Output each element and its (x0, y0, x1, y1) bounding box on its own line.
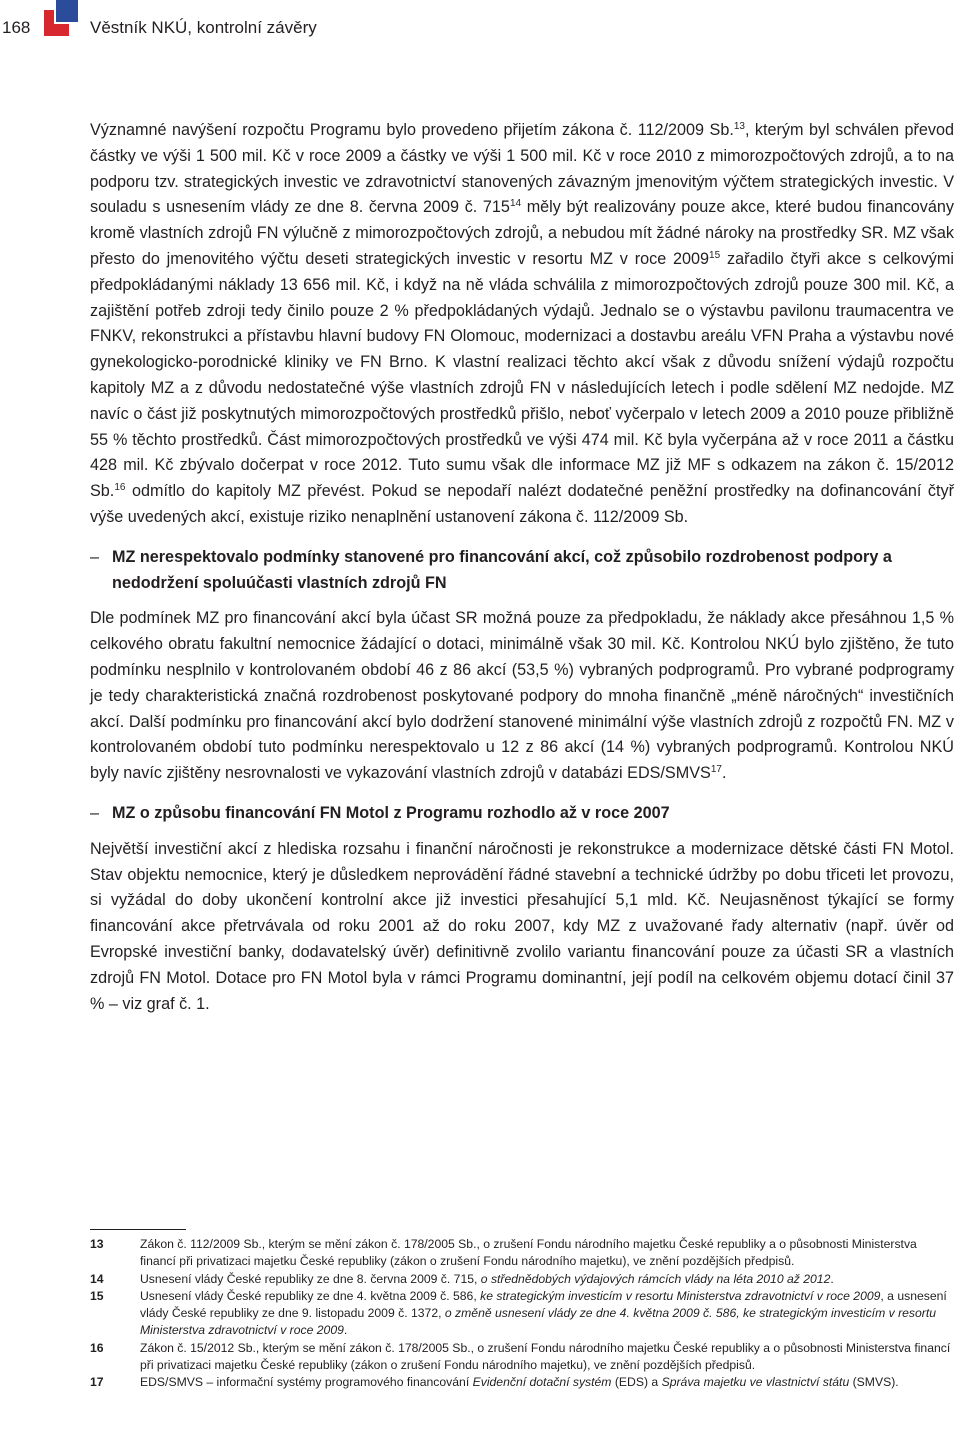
paragraph-text: zařadilo čtyři akce s celkovými předpokládanými náklady 13 656 mil. Kč, i když na ně vláda schválila z mimorozpočtových zdrojů pouze 300 mil. Kč, a zajištění potřeb zdroji tedy činilo pouze 2 % předpokládaných výdajů. Jednalo se o výstavbu pavilonu traumacentra ve FNKV, rekonstrukci a přístavbu hlavní budovy FN Olomouc, modernizaci a dostavbu areálu VFN Praha a výstavbu nové gynekologicko-porodnické kliniky ve FN Brno. K vlastní realizaci těchto akcí však z důvodu snížení výdajů rozpočtu kapitoly MZ a z důvodu nedostatečné výše vlastních zdrojů FN v následujících letech i podle sdělení MZ nedojde. MZ navíc o část již poskytnutých mimorozpočtových prostředků přišlo, neboť vyčerpalo v letech 2009 a 2010 pouze přibližně 55 % těchto prostředků. Část mimorozpočtových prostředků ve výši 474 mil. Kč byla vyčerpána až v roce 2011 a částku 428 mil. Kč zbývalo dočerpat v roce 2012. Tuto sumu však dle informace MZ již MF s odkazem na zákon č. 15/2012 Sb. (90, 249, 954, 501)
footnote-number: 16 (90, 1340, 104, 1355)
footnote-17 (90, 1374, 954, 1391)
footnote-title: Evidenční dotační systém (472, 1375, 612, 1390)
footnote-13 (90, 1236, 954, 1271)
footnote-text: Usnesení vlády České republiky ze dne 8. června 2009 č. 715, (140, 1271, 481, 1286)
footnote-ref: 13 (733, 121, 745, 132)
nku-logo (44, 0, 78, 36)
footnote-title: o změně usnesení vlády ze dne 4. května 2009 č. 586, ke strategickým investicím v resortu Ministerstva zdravotnictví v roce 2009 (140, 1306, 937, 1338)
heading-text: MZ o způsobu financování FN Motol z Programu rozhodlo až v roce 2007 (112, 803, 670, 822)
section-heading-conditions (90, 545, 954, 597)
footnote-ref: 14 (509, 198, 522, 210)
footnote-text: Zákon č. 112/2009 Sb., kterým se mění zákon č. 178/2005 Sb., o zrušení Fondu národního majetku České republiky a o působnosti Ministerstva financí při privatizaci majetku České republiky (zákon o zrušení Fondu národního majetku), ve znění pozdějších předpisů. (140, 1237, 917, 1269)
paragraph-text: Dle podmínek MZ pro financování akcí byla účast SR možná pouze za předpokladu, že náklady akce přesáhnou 1,5 % celkového obratu fakultní nemocnice žádající o dotaci, minimálně však 30 mil. Kč. Kontrolou NKÚ bylo zjištěno, že tuto podmínku nesplnilo v kontrolovaném období 46 z 86 akcí (53,5 %) vybraných podprogramů. Pro vybrané podprogramy je tedy charakteristická značná rozdrobenost poskytované podpory do mnoha finančně „méně náročných“ investičních akcí. Další podmínku pro financování akcí bylo dodržení stanovené minimální výše vlastních zdrojů z rozpočtů FN. MZ v kontrolovaném období tuto podmínku nerespektovalo u 12 z 86 akcí (14 %) vybraných podprogramů. Kontrolou NKÚ byly navíc zjištěny nesrovnalosti ve vykazování vlastních zdrojů v databázi EDS/SMVS (90, 609, 954, 783)
footnote-title: o střednědobých výdajových rámcích vlády na léta 2010 až 2012 (480, 1271, 831, 1286)
footnote-text: Usnesení vlády České republiky ze dne 4. května 2009 č. 586, (140, 1288, 481, 1303)
paragraph-text: , kterým byl schválen převod částky ve výši 1 500 mil. Kč v roce 2009 a částky ve výši 1 500 mil. Kč v roce 2010 z mimorozpočtových zdrojů, a to na podporu tzv. strategických investic ve zdravotnictví stanovených závazným jmenovitým výčtem strategických investic. V souladu s usnesením vlády ze dne 8. června 2009 č. 715 (90, 121, 954, 217)
page-header (0, 0, 960, 56)
paragraph-conditions (90, 606, 954, 787)
paragraph-text: . (721, 764, 727, 783)
footnote-number: 14 (90, 1271, 104, 1286)
footnote-title: Správa majetku ve vlastnictví státu (661, 1375, 850, 1390)
main-content (90, 118, 954, 1017)
heading-dash: – (90, 547, 100, 566)
footnote-number: 13 (90, 1237, 104, 1251)
paragraph-funding-increase (90, 118, 954, 531)
heading-dash: – (90, 803, 100, 822)
footnote-text: , a usnesení vlády České republiky ze dne 9. listopadu 2009 č. 1372, (140, 1288, 947, 1321)
paragraph-motol: Největší investiční akcí z hlediska rozsahu i finanční náročnosti je rekonstrukce a modernizace dětské části FN Motol. Stav objektu nemocnice, který je důsledkem neprovádění řádné stavební a technické údržby po dobu třiceti let provozu, si vyžádal do doby ukončení kontrolní akce již investici přesahující 5,1 mld. Kč. Neujasněnost týkající se formy financování akce přetrvávala od roku 2001 až do roku 2007, kdy MZ z uvažované řady alternativ (např. úvěr od Evropské investiční banky, dodavatelský úvěr) definitivně zvolilo variantu financování pouze za účasti SR a vlastních zdrojů FN Motol. Dotace pro FN Motol byla v rámci Programu dominantní, její podíl na celkovém objemu dotací činil 37 % – viz graf č. 1. (90, 839, 954, 1013)
paragraph-text: odmítlo do kapitoly MZ převést. Pokud se nepodaří nalézt dodatečné peněžní prostředky na dofinancování čtyř výše uvedených akcí, existuje riziko nenaplnění ustanovení zákona č. 112/2009 Sb. (90, 482, 954, 526)
footnote-title: ke strategickým investicím v resortu Ministerstva zdravotnictví v roce 2009 (480, 1288, 881, 1303)
footnote-ref: 16 (114, 482, 126, 494)
footnote-text: . (830, 1271, 834, 1286)
footnote-text: EDS/SMVS – informační systémy programového financování (140, 1375, 473, 1390)
logo-blue-square (56, 0, 78, 22)
footnotes (90, 1236, 954, 1392)
footnote-number: 15 (90, 1288, 104, 1303)
footnote-14 (90, 1271, 954, 1288)
running-title: Věstník NKÚ, kontrolní závěry (90, 18, 317, 37)
footnote-text: (EDS) a (611, 1375, 662, 1390)
heading-text: MZ nerespektovalo podmínky stanovené pro financování akcí, což způsobilo rozdrobenost podpory a nedodržení spoluúčasti vlastních zdrojů FN (112, 547, 892, 592)
footnote-text: Zákon č. 15/2012 Sb., kterým se mění zákon č. 178/2005 Sb., o zrušení Fondu národního majetku České republiky a o působnosti Ministerstva financí při privatizaci majetku České republiky (zákon o zrušení Fondu národního majetku), ve znění pozdějších předpisů. (140, 1340, 951, 1373)
paragraph-text: Významné navýšení rozpočtu Programu bylo provedeno přijetím zákona č. 112/2009 Sb. (90, 121, 734, 139)
footnote-separator (90, 1229, 186, 1230)
section-heading-motol (90, 801, 954, 827)
paragraph-text: měly být realizovány pouze akce, které budou financovány kromě vlastních zdrojů FN výlučně z mimorozpočtových zdrojů, a nebudou mít žádné nároky na prostředky SR. MZ však přesto do jmenovitého výčtu deseti strategických investic v resortu MZ v roce 2009 (90, 198, 954, 268)
footnote-text: . (343, 1323, 348, 1338)
footnote-number: 17 (90, 1375, 104, 1390)
footnote-ref: 15 (709, 249, 721, 261)
footnote-text: (SMVS). (849, 1375, 899, 1390)
footnote-16 (90, 1340, 954, 1375)
footnote-ref: 17 (710, 764, 722, 776)
footnote-15 (90, 1288, 954, 1340)
page-number: 168 (2, 18, 31, 37)
